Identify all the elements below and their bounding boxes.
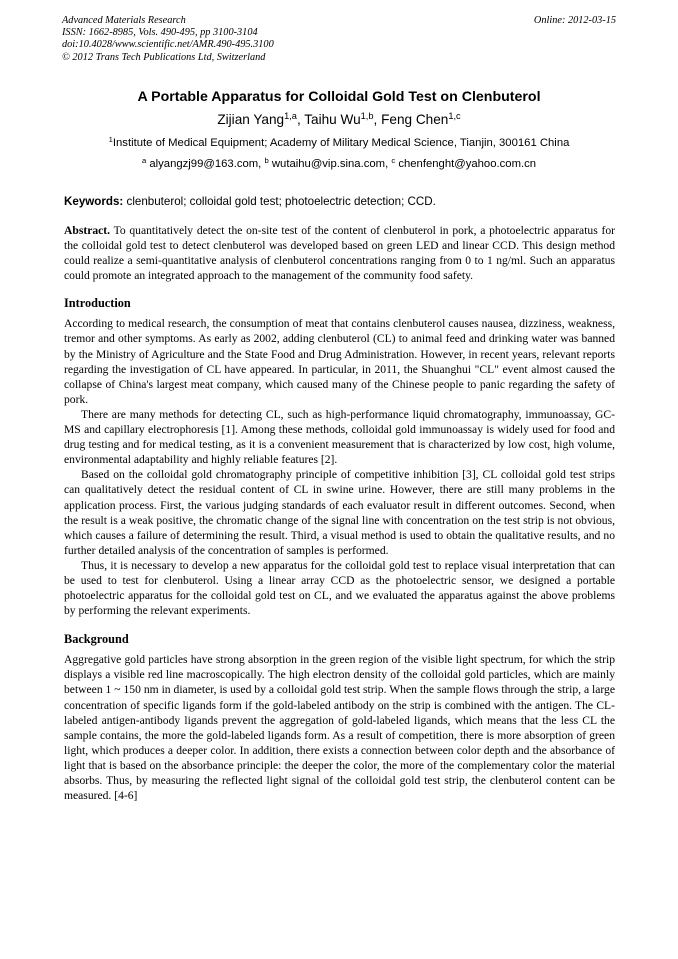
section-heading-background: Background [64,632,129,647]
abstract [64,223,615,283]
abstract-label: Abstract. [64,224,111,237]
copyright-line: © 2012 Trans Tech Publications Ltd, Switzerland [62,51,266,63]
affiliation-text: Institute of Medical Equipment; Academy of Military Medical Science, Tianjin, 300161 China [112,137,570,149]
paper-title: A Portable Apparatus for Colloidal Gold Test on Clenbuterol [137,89,541,105]
author-superscript: 1,b [360,110,374,121]
keywords [64,195,616,208]
email-superscript: b [264,155,269,165]
author-name: Zijian Yang [217,112,285,127]
email-list: $^a$ alyangzj99@163.com, $^b$ wutaihu@vip.sina.com, $^c$ chenfenght@yahoo.com.cn [141,155,537,170]
intro-paragraph-1: According to medical research, the consumption of meat that contains clenbuterol causes nausea, dizziness, weakness, tremor and other symptoms. As early as 2002, adding clenbuterol (CL) to animal feed and drinking water was banned by the Ministry of Agriculture and the State Food and Drug Administration. However, in recent years, relevant reports regarding the investigation of CL have appeared. In particular, in 2011, the Shuanghui "CL" event almost caused the collapse of China's largest meat company, which caused many of the Chinese people to panic regarding the safety of pork. [64,317,615,406]
author-superscript: 1,c [448,110,461,121]
intro-paragraph-3: Based on the colloidal gold chromatography principle of competitive inhibition [3], CL colloidal gold test strips can qualitatively detect the residual content of CL in swine urine. However, there are still many problems in the application process. First, the various judging standards of each evaluator result in different outcomes. Second, when the result is a weak positive, the chromatic change of the signal line with concentration on the test strip is not obvious, which causes a failure of determining the result. Third, a visual method is used to obtain the qualitative results, and no further detailed analysis of the concentration of samples is performed. [64,468,615,557]
author-name: Feng Chen [381,112,449,127]
email-address: chenfenght@yahoo.com.cn [398,158,537,170]
keywords-label: Keywords: [64,195,124,208]
email-address: wutaihu@vip.sina.com [271,158,386,170]
background-paragraph-1: Aggregative gold particles have strong absorption in the green region of the visible light spectrum, for which the strip displays a visible red line macroscopically. The high electron density of the colloidal gold particles, which are mainly between 1 ~ 150 nm in diameter, is used by a colloidal gold test strip. When the sample flows through the strip, a large concentration of specific ligands form if the gold-labeled antibody on the strip is combined with the antigen. The CL-labeled antigen-antibody ligands prevent the aggregation of gold-labeled ligands, which means that the less CL the sample contains, the more the gold-labeled ligands form. As a result of competition, there is more absorption of green light, which produces a deeper color. In addition, there exists a connection between color depth and the absorbance of light that is based on the absorbance principle: the deeper the color, the more of the complementary color the material absorbs. Thus, by measuring the reflected light signal of the colloidal gold test strip, the clenbuterol content can be measured. [4-6] [64,653,615,803]
journal-name: Advanced Materials Research [62,15,186,26]
online-date: Online: 2012-03-15 [533,15,616,26]
journal-header [62,15,616,64]
email-address: alyangzj99@163.com [149,158,259,170]
keywords-text: clenbuterol; colloidal gold test; photoelectric detection; CCD. [126,195,436,208]
intro-paragraph-4: Thus, it is necessary to develop a new apparatus for the colloidal gold test to replace visual interpretation that can be used to test for clenbuterol. Using a linear array CCD as the photoelectric sensor, we designed a portable photoelectric apparatus for the colloidal gold test on CL, and we evaluated the apparatus against the above problems by performing the relevant experiments. [64,558,615,618]
email-superscript: a [141,155,147,165]
affiliation [62,134,616,149]
abstract-text: To quantitatively detect the on-site test of the content of clenbuterol in pork, a photoelectric apparatus for the colloidal gold test to detect clenbuterol was developed based on green LED and linear CCD. This design method could realize a semi-quantitative analysis of clenbuterol concentrations ranging from 0 to 1 ng/ml. Such an apparatus could promote an integrated approach to the management of the community food safety. [64,224,615,283]
issn-line: ISSN: 1662-8985, Vols. 490-495, pp 3100-3104 [62,27,258,39]
paper-body [64,223,615,803]
email-superscript: c [391,155,396,165]
author-superscript: 1,a [284,110,297,121]
author-name: Taihu Wu [304,112,361,127]
doi-line: doi:10.4028/www.scientific.net/AMR.490-495.3100 [62,39,274,51]
intro-paragraph-2: There are many methods for detecting CL, such as high-performance liquid chromatography, immunoassay, GC-MS and capillary electrophoresis [1]. Among these methods, colloidal gold immunoassay is widely used for food and drug testing and for medical testing, as it is a convenient measurement that is characterized by low cost, high volume, environmental adaptability and highly reliable features [2]. [64,407,615,467]
section-heading-introduction: Introduction [64,296,131,311]
author-list: Zijian Yang$^{1,a}$, Taihu Wu$^{1,b}$, Feng Chen$^{1,c}$ [217,110,461,127]
affiliation-superscript: 1 [108,134,113,144]
